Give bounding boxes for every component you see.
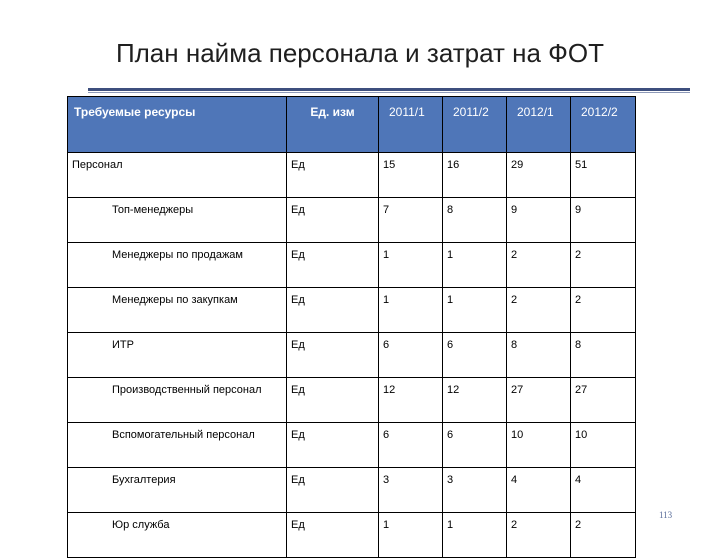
cell-2012-2: 2 bbox=[571, 243, 636, 288]
header-unit: Ед. изм bbox=[287, 97, 379, 153]
staffing-table bbox=[67, 96, 636, 558]
table-header-row bbox=[68, 97, 636, 153]
table-row bbox=[68, 378, 636, 423]
row-name: Персонал bbox=[68, 153, 287, 198]
cell-2012-2: 2 bbox=[571, 513, 636, 558]
slide-title: План найма персонала и затрат на ФОТ bbox=[115, 38, 605, 68]
cell-2012-2: 4 bbox=[571, 468, 636, 513]
cell-2011-1: 15 bbox=[379, 153, 443, 198]
row-unit: Ед bbox=[287, 243, 379, 288]
cell-2011-2: 3 bbox=[443, 468, 507, 513]
header-2011-1: 2011/1 bbox=[379, 97, 443, 153]
row-unit: Ед bbox=[287, 198, 379, 243]
cell-2012-1: 2 bbox=[507, 288, 571, 333]
cell-2012-1: 2 bbox=[507, 513, 571, 558]
cell-2011-2: 1 bbox=[443, 513, 507, 558]
row-unit: Ед bbox=[287, 468, 379, 513]
row-name: Вспомогательный персонал bbox=[68, 423, 287, 468]
cell-2012-2: 10 bbox=[571, 423, 636, 468]
table-row bbox=[68, 153, 636, 198]
cell-2011-1: 6 bbox=[379, 423, 443, 468]
cell-2012-2: 51 bbox=[571, 153, 636, 198]
cell-2011-1: 12 bbox=[379, 378, 443, 423]
table-row bbox=[68, 288, 636, 333]
cell-2011-2: 6 bbox=[443, 333, 507, 378]
header-2011-2: 2011/2 bbox=[443, 97, 507, 153]
cell-2012-1: 2 bbox=[507, 243, 571, 288]
cell-2011-1: 1 bbox=[379, 243, 443, 288]
table-row bbox=[68, 243, 636, 288]
row-unit: Ед bbox=[287, 378, 379, 423]
row-unit: Ед bbox=[287, 333, 379, 378]
header-2012-2: 2012/2 bbox=[571, 97, 636, 153]
cell-2012-1: 27 bbox=[507, 378, 571, 423]
cell-2011-2: 6 bbox=[443, 423, 507, 468]
row-unit: Ед bbox=[287, 423, 379, 468]
cell-2011-2: 16 bbox=[443, 153, 507, 198]
title-underline bbox=[88, 88, 690, 91]
row-name: Топ-менеджеры bbox=[68, 198, 287, 243]
cell-2011-1: 1 bbox=[379, 513, 443, 558]
title-underline-thin bbox=[88, 92, 690, 93]
row-name: Менеджеры по закупкам bbox=[68, 288, 287, 333]
cell-2011-1: 1 bbox=[379, 288, 443, 333]
row-name: ИТР bbox=[68, 333, 287, 378]
table-row bbox=[68, 423, 636, 468]
row-name: Бухгалтерия bbox=[68, 468, 287, 513]
cell-2012-2: 2 bbox=[571, 288, 636, 333]
table-row bbox=[68, 333, 636, 378]
table-row bbox=[68, 468, 636, 513]
row-unit: Ед bbox=[287, 153, 379, 198]
cell-2011-2: 1 bbox=[443, 288, 507, 333]
table-row bbox=[68, 513, 636, 558]
cell-2011-2: 1 bbox=[443, 243, 507, 288]
row-name: Менеджеры по продажам bbox=[68, 243, 287, 288]
cell-2011-2: 12 bbox=[443, 378, 507, 423]
header-resources: Требуемые ресурсы bbox=[68, 97, 287, 153]
cell-2011-2: 8 bbox=[443, 198, 507, 243]
cell-2012-1: 10 bbox=[507, 423, 571, 468]
cell-2012-1: 8 bbox=[507, 333, 571, 378]
cell-2011-1: 7 bbox=[379, 198, 443, 243]
cell-2012-2: 27 bbox=[571, 378, 636, 423]
cell-2012-1: 4 bbox=[507, 468, 571, 513]
cell-2012-1: 9 bbox=[507, 198, 571, 243]
cell-2012-1: 29 bbox=[507, 153, 571, 198]
cell-2012-2: 8 bbox=[571, 333, 636, 378]
row-unit: Ед bbox=[287, 288, 379, 333]
cell-2011-1: 3 bbox=[379, 468, 443, 513]
header-2012-1: 2012/1 bbox=[507, 97, 571, 153]
row-unit: Ед bbox=[287, 513, 379, 558]
row-name: Юр служба bbox=[68, 513, 287, 558]
cell-2011-1: 6 bbox=[379, 333, 443, 378]
row-name: Производственный персонал bbox=[68, 378, 287, 423]
cell-2012-2: 9 bbox=[571, 198, 636, 243]
table-row bbox=[68, 198, 636, 243]
page-number: 113 bbox=[659, 510, 673, 520]
